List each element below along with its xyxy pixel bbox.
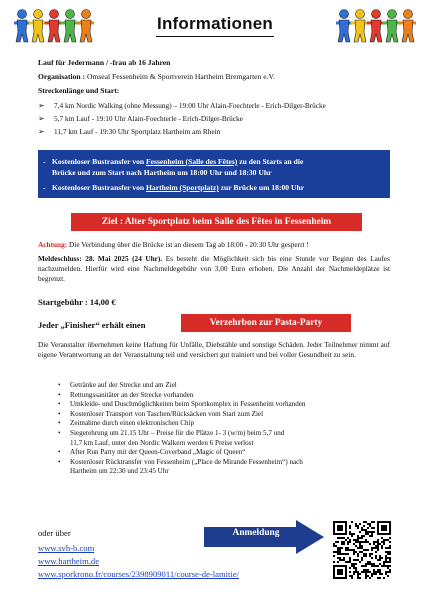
service-item: • Kostenloser Rücktransfer von Fessenheim („Place de Mirande Fessenheim“) nach <box>58 458 305 468</box>
fessenheim-link[interactable]: Fessenheim (Salle des Fêtes) <box>146 157 238 166</box>
bus-line-2: Brücke und zum Start nach Hartheim um 18:00 Uhr und 18:30 Uhr <box>52 168 272 177</box>
bus-transfer-box <box>38 150 390 198</box>
notice-label: Achtung: <box>38 240 68 249</box>
service-item: • Rettungssanitäter an der Strecke vorhanden <box>58 391 305 401</box>
arrow-bullet-icon: ➢ <box>38 101 45 110</box>
bus-line-1: Kostenloser Bustransfer von Fessenheim (Salle des Fêtes) zu den Starts an die <box>52 157 304 166</box>
liability-paragraph: Die Veranstalter übernehmen keine Haftung für Unfälle, Diebstähle und sonstige Schäden. Jeder Teilnehmer nimmt auf eigene Verantwortung an der Veranstaltung teil und versichert gut trainiert und bei voller Gesundheit zu sein. <box>38 340 390 359</box>
route-item: ➢ 5,7 km Lauf - 19:10 Uhr Alain-Foechterle - Erich-Dilger-Brücke <box>38 114 243 123</box>
finisher-text: Jeder „Finisher“ erhält einen <box>38 320 146 330</box>
pasta-party-voucher-badge: Verzehrbon zur Pasta-Party <box>181 314 351 332</box>
arrow-bullet-icon: ➢ <box>38 114 45 123</box>
person-figure <box>336 10 352 43</box>
service-item: • Umkleide- und Duschmöglichkeiten beim Sportkomplex in Fessenheim vorhanden <box>58 400 305 410</box>
notice-text: Die Verbindung über die Brücke ist an diesem Tag ab 18:00 - 20:30 Uhr gesperrt ! <box>67 240 309 249</box>
services-list <box>58 381 305 477</box>
route-item: ➢ 11,7 km Lauf - 19:30 Uhr Sportplatz Hartheim am Rhein <box>38 127 221 136</box>
routes-list <box>38 99 326 138</box>
service-item: • Kostenloser Transport von Taschen/Rücksäcken vom Start zum Ziel <box>58 410 305 420</box>
title-underline <box>156 36 274 37</box>
goal-banner: Ziel : Alter Sportplatz beim Salle des Fêtes in Fessenheim <box>71 213 362 231</box>
arrow-bullet-icon: ➢ <box>38 127 45 136</box>
service-item: • Getränke auf der Strecke und am Ziel <box>58 381 305 391</box>
organisation-value: Omseal Fessenheim & Sportverein Hartheim Bremgarten e.V. <box>85 72 275 81</box>
bullet-icon: - <box>43 157 46 166</box>
service-item: • Zeitnahme durch einen elektronischen Chip <box>58 419 305 429</box>
deadline-text: Es besteht die Möglichkeit sich bis eine Stunde vor Beginn des Laufes nachzumelden. Hierfür wird eine Nachmeldegebühr von 3,00 Euro erhoben. Die Anzahl der Nachmeldeplätze ist begrenzt. <box>38 254 390 283</box>
routes-heading: Streckenlänge und Start: <box>38 86 120 95</box>
link-hartheim[interactable]: www.hartheim.de <box>38 556 100 566</box>
notice-line <box>38 240 309 250</box>
service-item-continuation: Hartheim um 22:30 und 23:45 Uhr <box>70 467 169 476</box>
audience-line: Lauf für Jedermann / -frau ab 16 Jahren <box>38 58 171 67</box>
route-item: ➢ 7,4 km Nordic Walking (ohne Messung) – 19:00 Uhr Alain-Foechterle - Erich-Dilger-Brücke <box>38 101 326 110</box>
organisation-label: Organisation : <box>38 72 86 81</box>
bus-line-3: Kostenloser Bustransfer von Hartheim (Sportplatz) zur Brücke um 18:00 Uhr <box>52 183 305 192</box>
registration-arrow-button[interactable] <box>204 520 324 554</box>
bullet-icon: - <box>43 183 46 192</box>
person-figure <box>384 10 400 43</box>
person-figure <box>368 10 384 43</box>
deadline-label: Meldeschluss: 28. Mai 2025 (24 Uhr). <box>38 254 163 263</box>
qr-code-icon[interactable] <box>333 521 391 579</box>
registration-button-label: Anmeldung <box>232 528 280 538</box>
link-sporkrono[interactable]: www.sporkrono.fr/courses/2398909011/course-de-lamitie/ <box>38 569 240 579</box>
person-figure <box>352 10 368 43</box>
start-fee: Startgebühr : 14,00 € <box>38 297 116 307</box>
service-item: • After Run Party mit der Queen-Coverband „Magic of Queen“ <box>58 448 305 458</box>
link-svh-b[interactable]: www.svh-b.com <box>38 543 95 553</box>
page-title: Informationen <box>157 14 273 33</box>
service-item-continuation: 11,7 km Lauf, unter den Nordic Walkern werden 6 Preise verlost <box>70 438 254 447</box>
deadline-paragraph <box>38 254 390 284</box>
footer-or-label: oder über <box>38 528 71 538</box>
organisation-line <box>38 72 275 82</box>
service-item: • Siegerehrung um 21.15 Uhr – Preise für die Plätze 1- 3 (w/m) beim 5,7 und <box>58 429 305 439</box>
person-figure <box>400 10 416 43</box>
hartheim-link[interactable]: Hartheim (Sportplatz) <box>146 183 219 192</box>
people-chain-right-illustration <box>336 8 416 44</box>
